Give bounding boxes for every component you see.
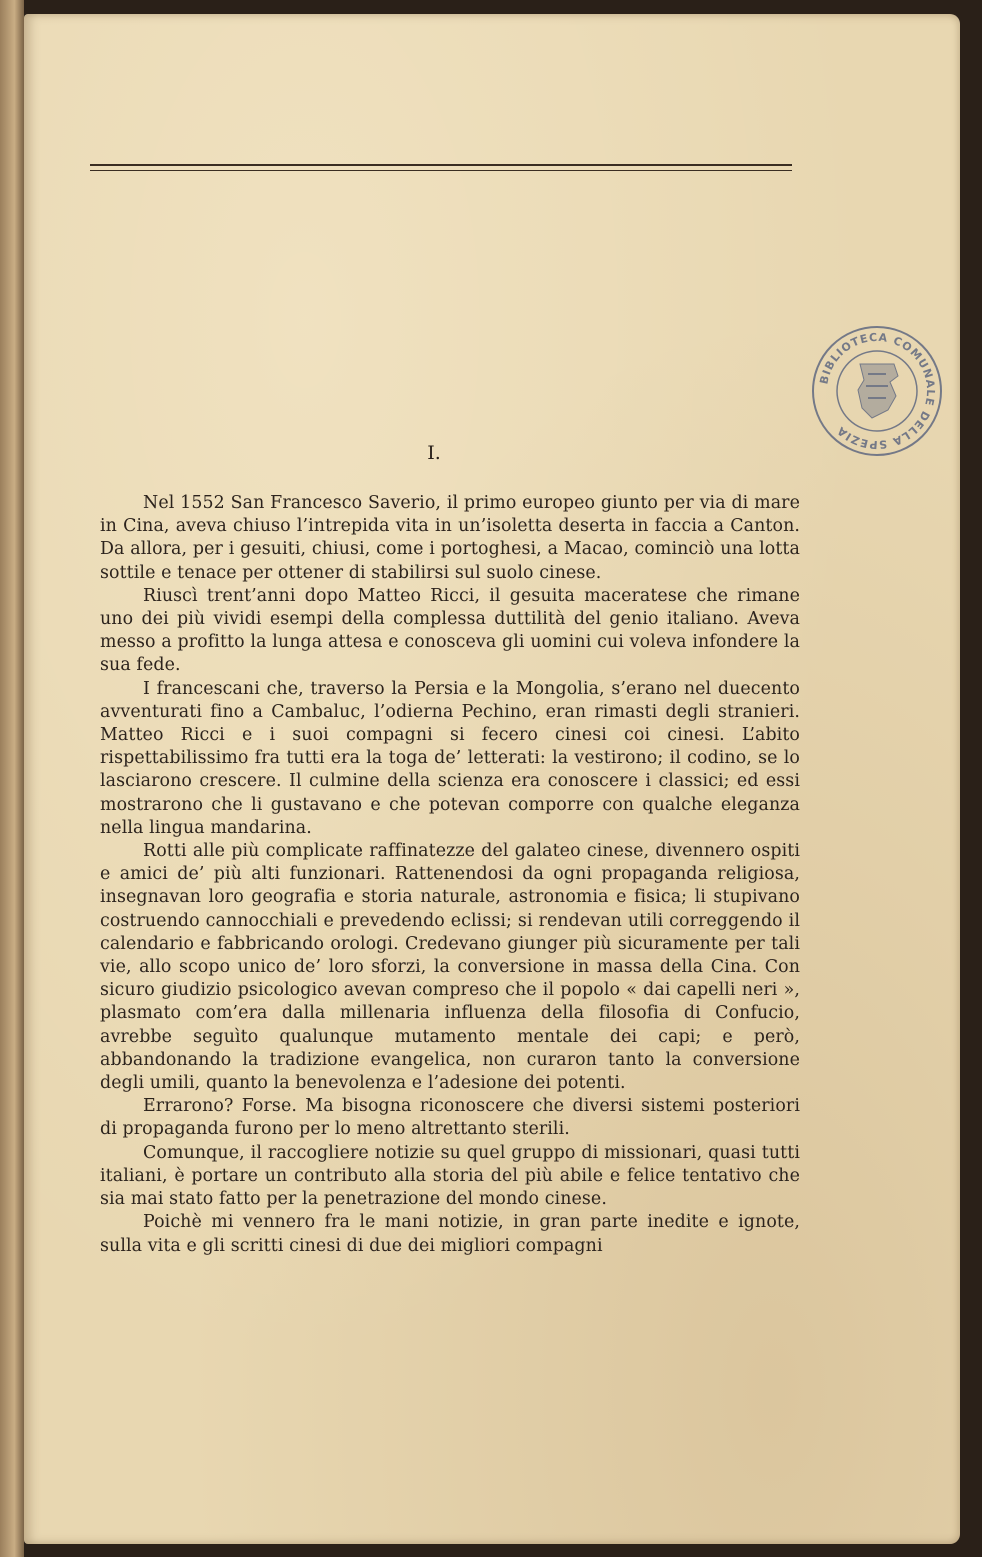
header-rule-thin: [90, 170, 792, 171]
paragraph: Comunque, il raccogliere notizie su quel gruppo di missionari, quasi tutti italiani, è portare un contributo alla storia del più abile e felice tentativo che sia mai stato fatto per la penetrazione del mondo cinese.: [100, 1142, 800, 1210]
chapter-number: I.: [427, 442, 441, 464]
header-rule: [90, 164, 792, 166]
book-page: [24, 14, 960, 1544]
previous-page-edge: [0, 0, 24, 1557]
paragraph: I francescani che, traverso la Persia e la Mongolia, s’erano nel duecento avventurati fino a Cambaluc, l’odierna Pechino, eran rimasti degli stranieri. Matteo Ricci e i suoi compagni si fecero cinesi coi cinesi. L’abito rispettabilissimo fra tutti era la toga de’ letterati: la vestirono; il codino, se lo lasciarono crescere. Il culmine della scienza era conoscere i classici; ed essi mostrarono che li gustavano e che potevan comporre con qualche eleganza nella lingua mandarina.: [100, 678, 800, 838]
paragraph: Poichè mi vennero fra le mani notizie, in gran parte inedite e ignote, sulla vita e gli scritti cinesi di due dei migliori compagni: [100, 1212, 800, 1256]
library-stamp-seal: [810, 324, 944, 458]
paragraph: Rotti alle più complicate raffinatezze del galateo cinese, divennero ospiti e amici de’ più alti funzionari. Rattenendosi da ogni propaganda religiosa, insegnavan loro geografia e storia naturale, astronomia e fisica; li stupivano costruendo cannocchiali e prevedendo eclissi; si rendevan utili correggendo il calendario e fabbricando orologi. Credevano giunger più sicuramente per tali vie, allo scopo unico de’ loro sforzi, la conversione in massa della Cina. Con sicuro giudizio psicologico avevan compreso che il popolo « dai capelli neri », plasmato com’era dalla millenaria influenza della filosofia di Confucio, avrebbe seguìto qualunque mutamento mentale dei capi; e però, abbandonando la tradizione evangelica, non curaron tanto la conversione degli umili, quanto la benevolenza e l’adesione dei potenti.: [100, 841, 800, 1094]
body-text: [100, 492, 800, 1258]
library-stamp: [810, 324, 944, 458]
paragraph: Errarono? Forse. Ma bisogna riconoscere che diversi sistemi posteriori di propaganda furono per lo meno altrettanto sterili.: [100, 1096, 800, 1140]
paragraph: Riuscì trent’anni dopo Matteo Ricci, il gesuita maceratese che rimane uno dei più vividi esempi della complessa duttilità del genio italiano. Aveva messo a profitto la lunga attesa e conosceva gli uomini cui voleva infondere la sua fede.: [100, 585, 800, 676]
svg-text:BIBLIOTECA COMUNALE DELLA SPEZ: BIBLIOTECA COMUNALE DELLA SPEZIA: [817, 330, 938, 452]
paragraph: Nel 1552 San Francesco Saverio, il primo europeo giunto per via di mare in Cina, aveva chiuso l’intrepida vita in un’isoletta deserta in faccia a Canton. Da allora, per i gesuiti, chiusi, come i portoghesi, a Macao, cominciò una lotta sottile e tenace per ottener di stabilirsi sul suolo cinese.: [100, 493, 800, 583]
